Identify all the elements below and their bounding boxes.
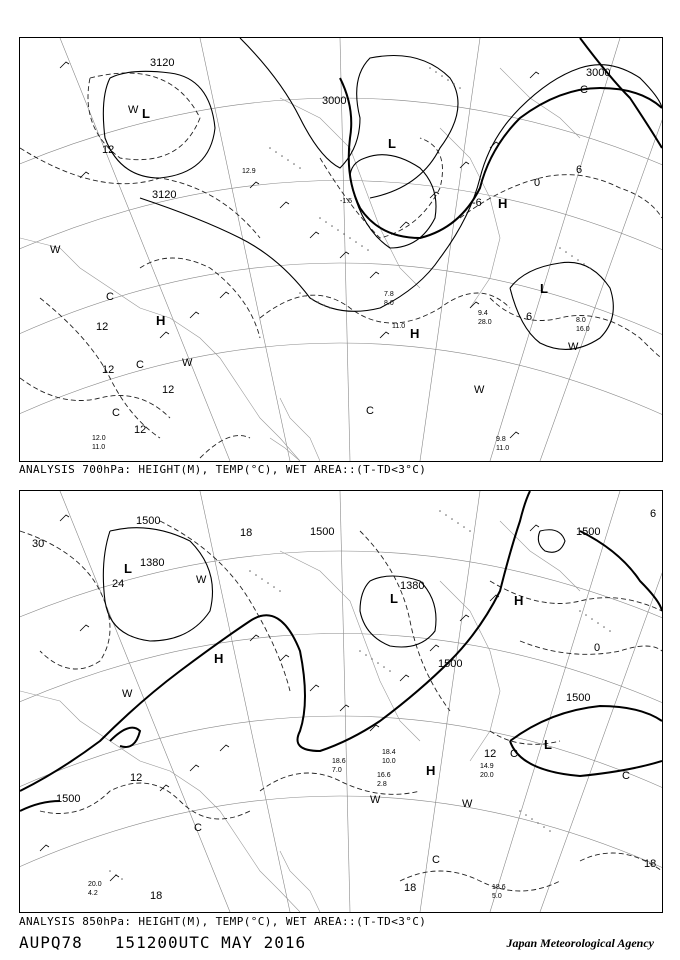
station-value: 7.8 — [384, 291, 394, 298]
station-value: 14.9 — [480, 763, 494, 770]
system-high: H — [214, 651, 224, 666]
system-warm: W — [50, 244, 61, 256]
system-low: L — [388, 136, 396, 151]
station-value: 11.0 — [392, 323, 406, 330]
system-high: H — [514, 593, 524, 608]
temp-label: 12 — [102, 144, 115, 156]
height-label: 3120 — [152, 189, 177, 201]
system-cold: C — [580, 84, 588, 96]
system-cold: C — [106, 291, 114, 303]
agency-credit: Japan Meteorological Agency — [506, 936, 654, 950]
station-value: 8.0 — [576, 317, 586, 324]
height-label: 3120 — [150, 57, 175, 69]
temp-label: 6 — [576, 164, 583, 176]
system-warm: W — [128, 104, 139, 116]
system-low: L — [390, 591, 398, 606]
temp-label: 0 — [594, 642, 601, 654]
map-850hpa-svg — [20, 491, 662, 912]
system-warm: W — [122, 688, 133, 700]
station-value: 12.0 — [92, 435, 106, 442]
system-high: H — [426, 763, 436, 778]
height-label: 1380 — [400, 580, 425, 592]
height-contours-850 — [103, 528, 565, 647]
temp-label: 18 — [240, 527, 253, 539]
temp-label: 12 — [134, 424, 147, 436]
temp-label: 0 — [534, 177, 541, 189]
height-label: 1500 — [310, 526, 335, 538]
height-label: 3000 — [322, 95, 347, 107]
temp-label: -6 — [472, 197, 482, 209]
temp-label: 24 — [112, 578, 125, 590]
system-cold: C — [194, 822, 202, 834]
station-value: 7.0 — [332, 767, 342, 774]
station-value: 28.0 — [478, 319, 492, 326]
system-cold: C — [366, 405, 374, 417]
map-panel-700hpa — [19, 37, 663, 462]
system-low: L — [124, 561, 132, 576]
system-warm: W — [370, 794, 381, 806]
map-700hpa-svg — [20, 38, 662, 461]
chart-identifier — [19, 933, 306, 952]
temp-label: 12 — [130, 772, 143, 784]
analysis-datetime: 151200UTC MAY 2016 — [114, 933, 307, 952]
temp-label: 6 — [650, 508, 657, 520]
system-low: L — [142, 106, 150, 121]
height-contours-700 — [103, 38, 662, 349]
temp-label: 12 — [162, 384, 175, 396]
station-value: 12.9 — [242, 168, 256, 175]
height-label: 1500 — [438, 658, 463, 670]
station-value: -1.5 — [340, 198, 353, 205]
temp-label: 30 — [32, 538, 45, 550]
wet-area-850 — [109, 510, 611, 880]
temp-label: 18 — [404, 882, 417, 894]
station-value: 10.0 — [382, 758, 396, 765]
station-value: 5.0 — [492, 893, 502, 900]
system-low: L — [544, 737, 552, 752]
temp-label: 12 — [484, 748, 497, 760]
system-high: H — [410, 326, 420, 341]
station-value: 18.6 — [492, 884, 506, 891]
map-panel-850hpa — [19, 490, 663, 913]
station-value: 11.0 — [92, 444, 106, 451]
height-label: 1500 — [576, 526, 601, 538]
system-high: H — [498, 196, 508, 211]
system-warm: W — [568, 341, 579, 353]
height-label: 1500 — [566, 692, 591, 704]
station-value: 9.8 — [496, 436, 506, 443]
height-label: 1380 — [140, 557, 165, 569]
system-warm: W — [474, 384, 485, 396]
station-value: 18.4 — [382, 749, 396, 756]
height-label: 3000 — [586, 67, 611, 79]
station-value: 11.0 — [496, 445, 510, 452]
coastline-850 — [20, 521, 580, 912]
system-low: L — [540, 281, 548, 296]
temp-label: 12 — [102, 364, 115, 376]
height-label: 1500 — [56, 793, 81, 805]
system-warm: W — [462, 798, 473, 810]
station-value: 20.0 — [480, 772, 494, 779]
caption-850hpa: ANALYSIS 850hPa: HEIGHT(M), TEMP(°C), WET AREA::(T-TD<3°C) — [19, 915, 427, 928]
temp-label: 6 — [526, 311, 533, 323]
station-value: 9.4 — [478, 310, 488, 317]
wind-barbs-850 — [40, 515, 539, 881]
station-value: 18.6 — [332, 758, 346, 765]
chart-code: AUPQ78 — [19, 933, 83, 952]
system-cold: C — [136, 359, 144, 371]
station-value: 16.0 — [576, 326, 590, 333]
station-value: 2.8 — [377, 781, 387, 788]
temp-label: 18 — [644, 858, 657, 870]
system-cold: C — [112, 407, 120, 419]
system-cold: C — [432, 854, 440, 866]
caption-700hpa: ANALYSIS 700hPa: HEIGHT(M), TEMP(°C), WET AREA::(T-TD<3°C) — [19, 463, 427, 476]
system-high: H — [156, 313, 166, 328]
system-warm: W — [182, 357, 193, 369]
temp-label: 12 — [96, 321, 109, 333]
station-value: 8.0 — [384, 300, 394, 307]
station-value: 16.6 — [377, 772, 391, 779]
station-value: 4.2 — [88, 890, 98, 897]
system-warm: W — [196, 574, 207, 586]
wind-barbs-700 — [60, 62, 539, 438]
height-label: 1500 — [136, 515, 161, 527]
system-cold: C — [622, 770, 630, 782]
system-cold: C — [510, 748, 518, 760]
temp-label: 18 — [150, 890, 163, 902]
station-value: 20.0 — [88, 881, 102, 888]
